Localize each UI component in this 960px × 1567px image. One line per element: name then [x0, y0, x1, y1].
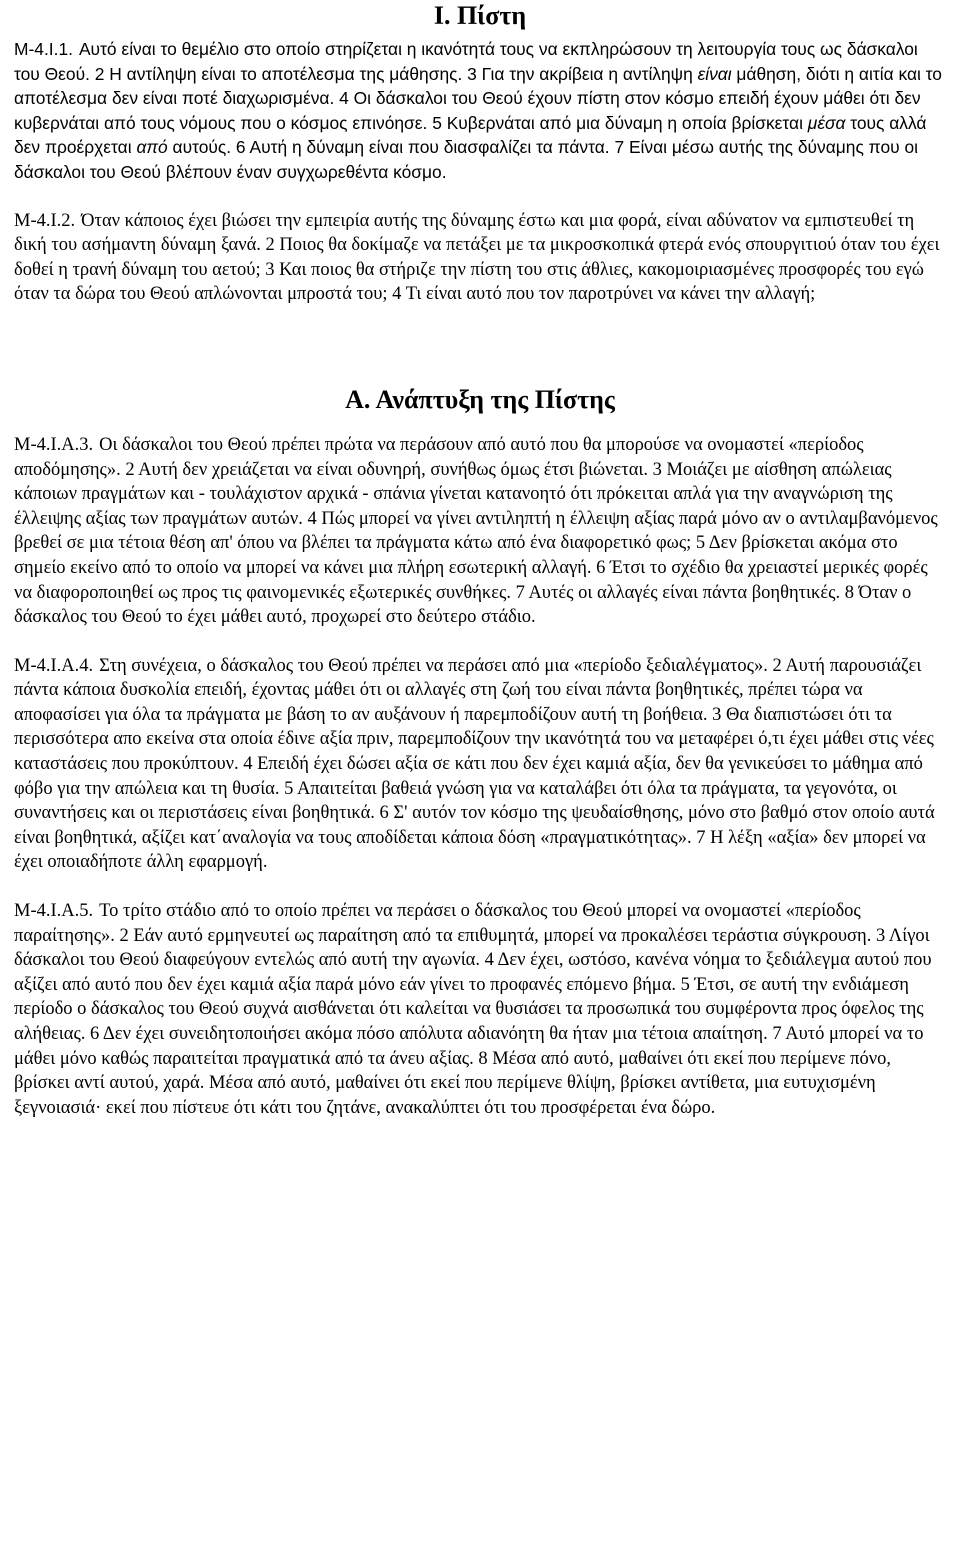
emphasis-text: είναι	[697, 63, 732, 84]
paragraph-text: Όταν κάποιος έχει βιώσει την εμπειρία αυτής της δύναμης έστω και μια φορά, είναι αδύνατον να εμπιστευθεί τη δική του ασήμαντη δύναμη ξανά. 2 Ποιος θα δοκίμαζε να πετάξει με τα μικροσκοπικά φτερά ενός σπουργιτιού όταν του έχει δοθεί η τρανή δύναμη του αετού; 3 Και ποιος θα στήριζε την πίστη του στις άθλιες, κακομοιριασμένες προσφορές του εγώ όταν τα δώρα του Θεού απλώνονται μπροστά του; 4 Τι είναι αυτό που τον παροτρύνει να κάνει την αλλαγή;	[14, 210, 940, 305]
paragraph-m4-i-2	[14, 209, 946, 307]
paragraph-text: αυτούς. 6 Αυτή η δύναμη είναι που διασφαλίζει τα πάντα. 7 Είναι μέσω αυτής της δύναμης που οι δάσκαλοι του Θεού βλέπουν έναν συγχωρεθέντα κόσμο.	[14, 137, 918, 182]
paragraph-gap	[14, 630, 946, 654]
emphasis-text: από	[136, 137, 168, 158]
paragraph-text: μάθηση, διότι η αιτία και το αποτέλεσμα δεν είναι ποτέ διαχωρισμένα. 4 Οι δάσκαλοι του Θεού έχουν πίστη στον κόσμο επειδή έχουν μάθει ότι δεν κυβερνάται από τους νόμους που ο κόσμος επινόησε. 5 Κυβερνάται από μια δύναμη η οποία βρίσκεται	[14, 63, 942, 133]
paragraph-text: τους αλλά δεν προέρχεται	[14, 112, 927, 158]
paragraph-text: Αυτό είναι το θεμέλιο στο οποίο στηρίζεται η ικανότητά τους να εκπληρώσουν τη λειτουργία τους ως δάσκαλοι του Θεού. 2 Η αντίληψη είναι το αποτέλεσμα της μάθησης. 3 Για την ακρίβεια η αντίληψη	[14, 39, 918, 84]
paragraph-m4-i-a-3	[14, 433, 946, 630]
paragraph-id: Μ-4.Ι.2.	[14, 210, 76, 231]
paragraph-text: Οι δάσκαλοι του Θεού πρέπει πρώτα να περάσουν από αυτό που θα μπορούσε να ονομαστεί «περίοδος αποδόμησης». 2 Αυτή δεν χρειάζεται να είναι οδυνηρή, συνήθως όμως έτσι βιώνεται. 3 Μοιάζει με αίσθηση απώλειας κάποιων πραγμάτων και - τουλάχιστον αρχικά - σπάνια γίνεται κατανοητό ότι πρόκειται απλά για την αναγνώριση της έλλειψης αξίας των πραγμάτων αυτών. 4 Πώς μπορεί να γίνει αντιληπτή η έλλειψη αξίας παρά μόνο αν ο αντιλαμβανόμενος βρεθεί σε μια τέτοια θέση απ' όπου να βλέπει τα πράγματα κάτω από ένα διαφορετικό φως; 5 Δεν βρίσκεται ακόμα στο σημείο εκείνο από το οποίο να μπορεί να κάνει μια πλήρη εσωτερική αλλαγή. 6 Έτσι το σχέδιο θα χρειαστεί μερικές φορές να διαφοροποιηθεί ως προς τις φαινομενικές εξωτερικές συνθήκες. 7 Αυτές οι αλλαγές είναι πάντα βοηθητικές. 8 Όταν ο δάσκαλος του Θεού το έχει μάθει αυτό, προχωρεί στο δεύτερο στάδιο.	[14, 434, 938, 628]
paragraph-text: Στη συνέχεια, ο δάσκαλος του Θεού πρέπει να περάσει από μια «περίοδο ξεδιαλέγματος». 2 Αυτή παρουσιάζει πάντα κάποια δυσκολία επειδή, έχοντας μάθει ότι οι αλλαγές στη ζωή του είναι πάντα βοηθητικές, πρέπει τώρα να αποφασίσει για όλα τα πράγματα με βάση το αν αυξάνουν ή παρεμποδίζουν αυτή τη βοήθεια. 3 Θα διαπιστώσει ότι τα περισσότερα απο εκείνα στα οποία έδινε αξία πριν, παρεμποδίζουν την ικανότητά του να μεταφέρει ό,τι έχει μάθει στις νέες καταστάσεις που προκύπτουν. 4 Επειδή έχει δώσει αξία σε κάτι που δεν έχει καμιά αξία, δεν θα γενικεύσει το μάθημα από φόβο για την απώλεια και τη θυσία. 5 Απαιτείται βαθειά γνώση για να καταλάβει ότι όλα τα πράγματα, τα γεγονότα, οι συναντήσεις και οι περιστάσεις είναι βοηθητικά. 6 Σ' αυτόν τον κόσμο της ψευδαίσθησης, μόνο στο βαθμό στον οποίο αυτά είναι βοηθητικά, αξίζει κατ΄αναλογία να τους αποδίδεται κάποια δόση «πραγματικότητας». 7 Η λέξη «αξία» δεν μπορεί να έχει οποιαδήποτε άλλη εφαρμογή.	[14, 655, 935, 873]
paragraph-gap	[14, 875, 946, 899]
paragraph-m4-i-a-5	[14, 899, 946, 1120]
section-gap	[14, 307, 946, 385]
paragraph-id: Μ-4.Ι.1.	[14, 39, 73, 59]
section-heading: Ι. Πίστη	[433, 1, 527, 30]
paragraph-text: Το τρίτο στάδιο από το οποίο πρέπει να περάσει ο δάσκαλος του Θεού μπορεί να ονομαστεί «περίοδος παραίτησης». 2 Εάν αυτό ερμηνευτεί ως παραίτηση από τα επιθυμητά, μπορεί να προκαλέσει τεράστια σύγκρουση. 3 Λίγοι δάσκαλοι του Θεού διαφεύγουν εντελώς από αυτή την αγωνία. 4 Δεν έχει, ωστόσο, κανένα νόημα το ξεδιάλεγμα αυτού που αξίζει από αυτό που δεν έχει καμιά αξία παρά μόνο εάν γίνει το προφανές επόμενο βήμα. 5 Έτσι, σε αυτή την ενδιάμεση περίοδο ο δάσκαλος του Θεού συχνά αισθάνεται ότι καλείται να θυσιάσει τα προσωπικά του συμφέροντα προς όφελος της αλήθειας. 6 Δεν έχει συνειδητοποιήσει ακόμα πόσο απόλυτα αδιανόητη θα ήταν μια τέτοια απαίτηση. 7 Αυτό μπορεί να το μάθει μόνο καθώς παραιτείται πραγματικά από τα άνευ αξίας. 8 Μέσα από αυτό, μαθαίνει ότι εκεί που περίμενε πόνο, βρίσκει αντί αυτού, χαρά. Μέσα από αυτό, μαθαίνει ότι εκεί που περίμενε θλίψη, βρίσκει αντίθετα, μια ευτυχισμένη ξεγνοιασιά· εκεί που πίστευε ότι κάτι του ζητάνε, ανακαλύπτει ότι του προσφέρεται ένα δώρο.	[14, 901, 932, 1118]
subsection-heading: Α. Ανάπτυξη της Πίστης	[345, 384, 615, 414]
emphasis-text: μέσα	[807, 112, 846, 133]
paragraph-id: Μ-4.Ι.Α.4.	[14, 655, 94, 676]
paragraph-gap	[14, 185, 946, 209]
paragraph-m4-i-1	[14, 37, 946, 185]
paragraph-id: Μ-4.Ι.Α.3.	[14, 434, 94, 455]
paragraph-id: Μ-4.Ι.Α.5.	[14, 901, 94, 922]
paragraph-m4-i-a-4	[14, 654, 946, 875]
heading-gap	[14, 415, 946, 433]
